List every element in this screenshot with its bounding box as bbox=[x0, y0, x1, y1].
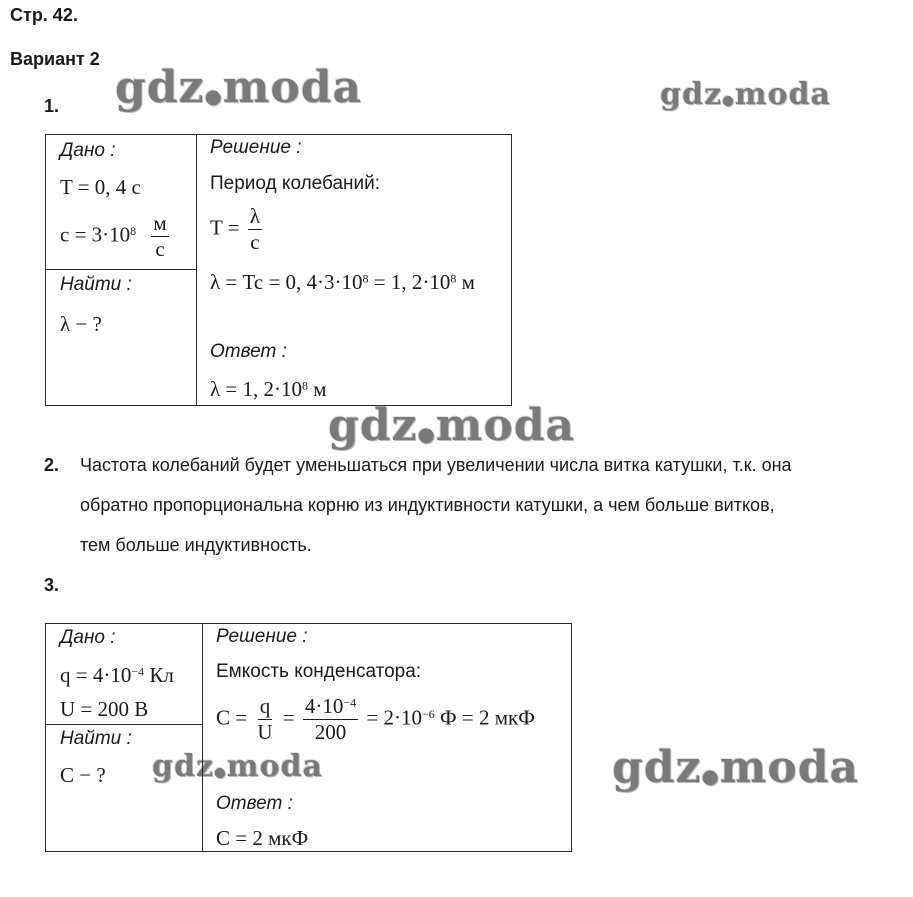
solution-line: Период колебаний: bbox=[210, 173, 381, 194]
find-label: Найти : bbox=[60, 274, 132, 295]
given-label: Дано : bbox=[60, 140, 116, 161]
formula-capacitance: C = $\frac{q}{U}$ = $\frac{4\cdot 10^{-4}}{200}$ = $2\cdot 10^{-6}$ Ф = 2 мкФ bbox=[216, 694, 535, 745]
task2-text-line: тем больше индуктивность. bbox=[80, 535, 312, 555]
watermark: gdz●moda bbox=[660, 77, 831, 112]
given-speed: $c = 3\cdot 10^8$ $\frac{м}{с}$ bbox=[60, 211, 167, 262]
task1-number: 1. bbox=[44, 96, 60, 116]
formula-wavelength: λ = Tc = 0, $4\cdot 3\cdot 10^8 = 1$, $2\cdot 10^8$ м bbox=[210, 270, 475, 294]
find-value: C − ? bbox=[60, 763, 106, 787]
watermark: gdz●moda bbox=[328, 400, 575, 451]
task3-number: 3. bbox=[44, 575, 60, 595]
watermark: gdz●moda bbox=[152, 749, 323, 784]
given-label: Дано : bbox=[60, 627, 116, 648]
formula-period: T = $\frac{\lambda}{c}$ bbox=[210, 204, 260, 255]
answer-label: Ответ : bbox=[210, 341, 287, 362]
find-value: λ − ? bbox=[60, 312, 102, 336]
watermark: gdz●moda bbox=[612, 742, 859, 793]
solution-label: Решение : bbox=[210, 137, 302, 158]
answer-label: Ответ : bbox=[216, 793, 293, 814]
watermark: gdz●moda bbox=[115, 62, 362, 113]
page-number: Стр. 42. bbox=[10, 5, 78, 25]
task2-text-line: Частота колебаний будет уменьшаться при увеличении числа витка катушки, т.к. она bbox=[80, 455, 792, 475]
variant-title: Вариант 2 bbox=[10, 49, 100, 69]
solution-label: Решение : bbox=[216, 626, 308, 647]
solution-line: Емкость конденсатора: bbox=[216, 661, 422, 682]
answer-value: C = 2 мкФ bbox=[216, 826, 309, 850]
answer-value: λ = 1, $2\cdot 10^8$ м bbox=[210, 377, 327, 401]
task2-number: 2. bbox=[44, 455, 60, 475]
given-voltage: U = 200 В bbox=[60, 697, 149, 721]
task2-text-line: обратно пропорциональна корню из индуктивности катушки, а чем больше витков, bbox=[80, 495, 775, 515]
given-period: T = 0, 4 с bbox=[60, 175, 141, 199]
given-charge: $q = 4\cdot 10^{-4}$ Кл bbox=[60, 663, 174, 687]
find-label: Найти : bbox=[60, 728, 132, 749]
